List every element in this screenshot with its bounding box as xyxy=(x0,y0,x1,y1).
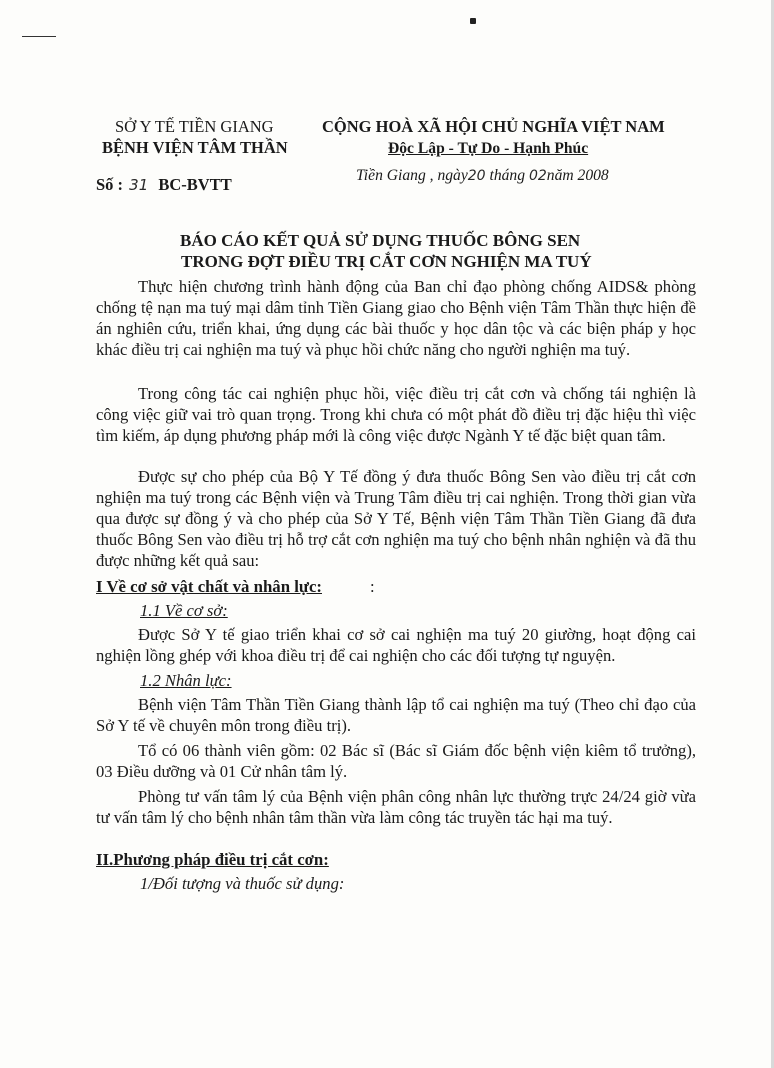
scan-pen-mark xyxy=(22,36,56,37)
section-1-heading-colon: : xyxy=(370,577,375,596)
intro-paragraph-2: Trong công tác cai nghiện phục hồi, việc điều trị cắt cơn và chống tái nghiện là công việc giữ vai trò quan trọng. Trong khi chưa có một phát đồ điều trị đặc hiệu thì việc tìm kiếm, áp dụng phương pháp mới là công việc được Ngành Y tế đặc biệt quan tâm. xyxy=(96,384,696,445)
section-1-heading: I Về cơ sở vật chất và nhân lực: xyxy=(96,577,322,596)
subsection-1-2-paragraph-1: Bệnh viện Tâm Thần Tiền Giang thành lập tổ cai nghiện ma tuý (Theo chỉ đạo của Sở Y tế về chuyên môn trong điều trị). xyxy=(96,695,696,735)
org-department: SỞ Y TẾ TIỀN GIANG xyxy=(115,117,274,136)
subsection-1-2-paragraph-3: Phòng tư vấn tâm lý của Bệnh viện phân công nhân lực thường trực 24/24 giờ vừa tư vấn tâm lý cho bệnh nhân tâm thần vừa làm công tác truyền tác hại ma tuý. xyxy=(96,787,696,827)
document-number xyxy=(96,174,232,196)
subsection-1-1-text: Được Sở Y tế giao triển khai cơ sở cai nghiện ma tuý 20 giường, hoạt động cai nghiện lồng ghép với khoa điều trị để cai nghiện cho các đối tượng tự nguyện. xyxy=(96,625,696,665)
date-month-label: tháng xyxy=(489,167,526,184)
national-title: CỘNG HOÀ XÃ HỘI CHỦ NGHĨA VIỆT NAM xyxy=(322,117,665,136)
intro-paragraph-3: Được sự cho phép của Bộ Y Tế đồng ý đưa thuốc Bông Sen vào điều trị cắt cơn nghiện ma tuý trong các Bệnh viện và Trung Tâm điều trị cai nghiện. Trong thời gian vừa qua được sự đồng ý và cho phép của Sở Y Tế, Bệnh viện Tâm Thần Tiền Giang đã đưa thuốc Bông Sen vào điều trị hỗ trợ cắt cơn nghiện ma tuý cho bệnh nhân nghiện và đã thu được những kết quả sau: xyxy=(96,467,696,570)
national-motto: Độc Lập - Tự Do - Hạnh Phúc xyxy=(388,140,589,157)
section-2-heading: II.Phương pháp điều trị cắt cơn: xyxy=(96,850,329,869)
place-date-line xyxy=(356,165,609,187)
subsection-1-1-heading: 1.1 Về cơ sở: xyxy=(140,601,228,620)
date-prefix: Tiền Giang , ngày xyxy=(356,167,468,184)
scan-speck xyxy=(470,18,476,24)
intro-paragraph-1: Thực hiện chương trình hành động của Ban chỉ đạo phòng chống AIDS& phòng chống tệ nạn ma tuý mại dâm tỉnh Tiền Giang giao cho Bệnh viện Tâm Thần thực hiện đề án nghiên cứu, triển khai, ứng dụng các bài thuốc y học dân tộc và các biện pháp y học khác điều trị cai nghiện ma tuý và phục hồi chức năng cho người nghiện ma tuý. xyxy=(96,277,696,359)
org-hospital: BỆNH VIỆN TÂM THẦN xyxy=(102,138,288,157)
date-year: năm 2008 xyxy=(546,167,609,184)
subsection-1-2-paragraph-2: Tổ có 06 thành viên gồm: 02 Bác sĩ (Bác sĩ Giám đốc bệnh viện kiêm tổ trưởng), 03 Điều dưỡng và 01 Cử nhân tâm lý. xyxy=(96,741,696,781)
report-title-line1: BÁO CÁO KẾT QUẢ SỬ DỤNG THUỐC BÔNG SEN xyxy=(180,231,581,250)
doc-number-handwritten: 31 xyxy=(129,176,149,194)
date-day-handwritten: 20 xyxy=(467,168,486,184)
date-month-handwritten: 02 xyxy=(528,168,547,184)
subsection-2-1-heading: 1/Đối tượng và thuốc sử dụng: xyxy=(140,874,345,893)
report-title-line2: TRONG ĐỢT ĐIỀU TRỊ CẮT CƠN NGHIỆN MA TUÝ xyxy=(181,252,592,271)
doc-number-label: Số : xyxy=(96,175,124,194)
doc-number-suffix: BC-BVTT xyxy=(158,175,232,194)
subsection-1-2-heading: 1.2 Nhân lực: xyxy=(140,671,232,690)
